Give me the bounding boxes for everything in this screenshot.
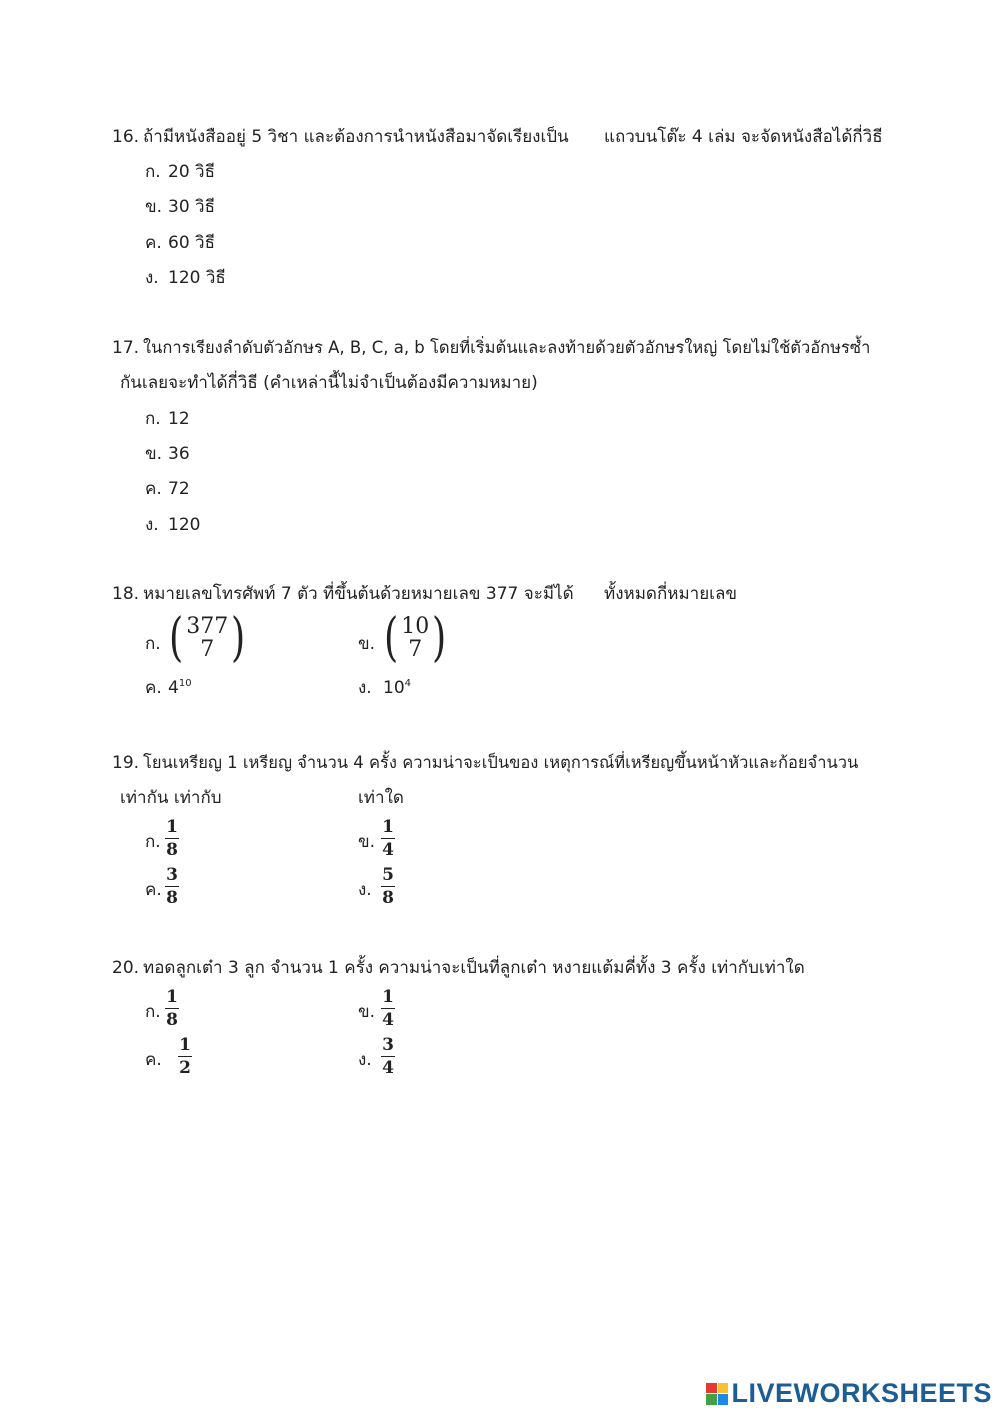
question-text: โยนเหรียญ 1 เหรียญ จำนวน 4 ครั้ง ความน่าจะเป็นของ เหตุการณ์ที่เหรียญขึ้นหน้าหัวและก้อยจำนวน [143, 753, 859, 772]
numerator: 1 [179, 1035, 191, 1055]
question-number: 16. [112, 127, 140, 147]
choice-label-a: ก. [145, 162, 161, 182]
choice-label-d: ง. [358, 678, 372, 698]
numerator: 3 [166, 865, 178, 885]
choice-c-fraction[interactable] [178, 1037, 192, 1077]
choice-label-a: ก. [145, 634, 161, 654]
binom-bottom: 7 [408, 637, 423, 662]
right-paren: ) [231, 608, 246, 668]
choice-label-d: ง. [145, 515, 159, 535]
power-exponent: 10 [178, 678, 192, 689]
denominator: 4 [382, 1010, 394, 1030]
question-text-cont: ทั้งหมดกี่หมายเลข [604, 584, 738, 604]
binom-bottom: 7 [200, 637, 215, 662]
question-text-cont: เท่ากัน เท่ากับ [120, 788, 222, 808]
choice-b-binomial[interactable] [381, 608, 450, 668]
choice-label-d: ง. [145, 268, 159, 288]
choice-a[interactable]: 12 [168, 409, 190, 429]
right-paren: ) [432, 608, 447, 668]
numerator: 1 [166, 817, 178, 837]
choice-label-c: ค. [145, 880, 162, 900]
choice-label-c: ค. [145, 678, 162, 698]
power-exponent: 4 [404, 678, 412, 689]
question-text: หมายเลขโทรศัพท์ 7 ตัว ที่ขึ้นต้นด้วยหมายเลข 377 จะมีได้ [143, 584, 574, 604]
choice-label-d: ง. [358, 880, 372, 900]
choice-a[interactable]: 20 วิธี [168, 162, 215, 182]
question-number: 20. [112, 958, 140, 978]
choice-c-fraction[interactable] [165, 867, 179, 907]
choice-c[interactable]: 60 วิธี [168, 233, 215, 253]
choice-label-a: ก. [145, 409, 161, 429]
liveworksheets-logo[interactable] [706, 1378, 992, 1409]
choice-label-d: ง. [358, 1050, 372, 1070]
question-text: ถ้ามีหนังสืออยู่ 5 วิชา และต้องการนำหนังสือมาจัดเรียงเป็น [143, 127, 569, 147]
choice-b-fraction[interactable] [381, 989, 395, 1029]
numerator: 1 [166, 987, 178, 1007]
left-paren: ( [169, 608, 184, 668]
choice-d-fraction[interactable] [381, 867, 395, 907]
numerator: 1 [382, 817, 394, 837]
denominator: 4 [382, 840, 394, 860]
question-number: 17. [112, 338, 140, 358]
choice-d[interactable] [383, 678, 411, 698]
numerator: 1 [382, 987, 394, 1007]
choice-label-a: ก. [145, 1002, 161, 1022]
choice-label-c: ค. [145, 233, 162, 253]
choice-b[interactable]: 30 วิธี [168, 197, 215, 217]
choice-label-c: ค. [145, 479, 162, 499]
power-base: 10 [383, 678, 405, 698]
choice-label-b: ข. [145, 444, 163, 464]
binom-top: 10 [401, 613, 430, 639]
left-paren: ( [384, 608, 399, 668]
choice-d[interactable]: 120 [168, 515, 201, 535]
question-text-cont-2: เท่าใด [358, 788, 404, 808]
liveworksheets-logo-icon [706, 1383, 728, 1405]
choice-d-fraction[interactable] [381, 1037, 395, 1077]
question-text-cont: กันเลยจะทำได้กี่วิธี (คำเหล่านี้ไม่จำเป็นต้องมีความหมาย) [120, 373, 538, 393]
denominator: 8 [166, 840, 178, 860]
choice-b-fraction[interactable] [381, 819, 395, 859]
choice-c[interactable]: 72 [168, 479, 190, 499]
question-number: 18. [112, 584, 140, 604]
choice-label-c: ค. [145, 1050, 162, 1070]
question-number: 19. [112, 753, 140, 773]
choice-a-fraction[interactable] [165, 819, 179, 859]
choice-a-binomial[interactable] [166, 608, 249, 668]
choice-label-b: ข. [145, 197, 163, 217]
denominator: 8 [166, 888, 178, 908]
numerator: 5 [382, 865, 394, 885]
numerator: 3 [382, 1035, 394, 1055]
binom-top: 377 [186, 613, 229, 639]
choice-b[interactable]: 36 [168, 444, 190, 464]
denominator: 8 [382, 888, 394, 908]
choice-d[interactable]: 120 วิธี [168, 268, 226, 288]
power-base: 4 [168, 678, 179, 698]
logo-text: LIVEWORKSHEETS [731, 1378, 992, 1408]
denominator: 2 [179, 1058, 191, 1078]
question-text-cont: แถวบนโต๊ะ 4 เล่ม จะจัดหนังสือได้กี่วิธี [604, 127, 883, 147]
choice-label-b: ข. [358, 634, 376, 654]
choice-a-fraction[interactable] [165, 989, 179, 1029]
choice-label-b: ข. [358, 1002, 376, 1022]
choice-label-a: ก. [145, 832, 161, 852]
choice-label-b: ข. [358, 832, 376, 852]
denominator: 8 [166, 1010, 178, 1030]
denominator: 4 [382, 1058, 394, 1078]
choice-c[interactable] [168, 678, 192, 698]
question-text: ในการเรียงลำดับตัวอักษร A, B, C, a, b โดยที่เริ่มต้นและลงท้ายด้วยตัวอักษรใหญ่ โดยไม่ใช้ตัวอักษรซ้ำ [143, 338, 871, 357]
question-text: ทอดลูกเต๋า 3 ลูก จำนวน 1 ครั้ง ความน่าจะเป็นที่ลูกเต๋า หงายแต้มคี่ทั้ง 3 ครั้ง เท่ากับเท่าใด [143, 958, 805, 978]
